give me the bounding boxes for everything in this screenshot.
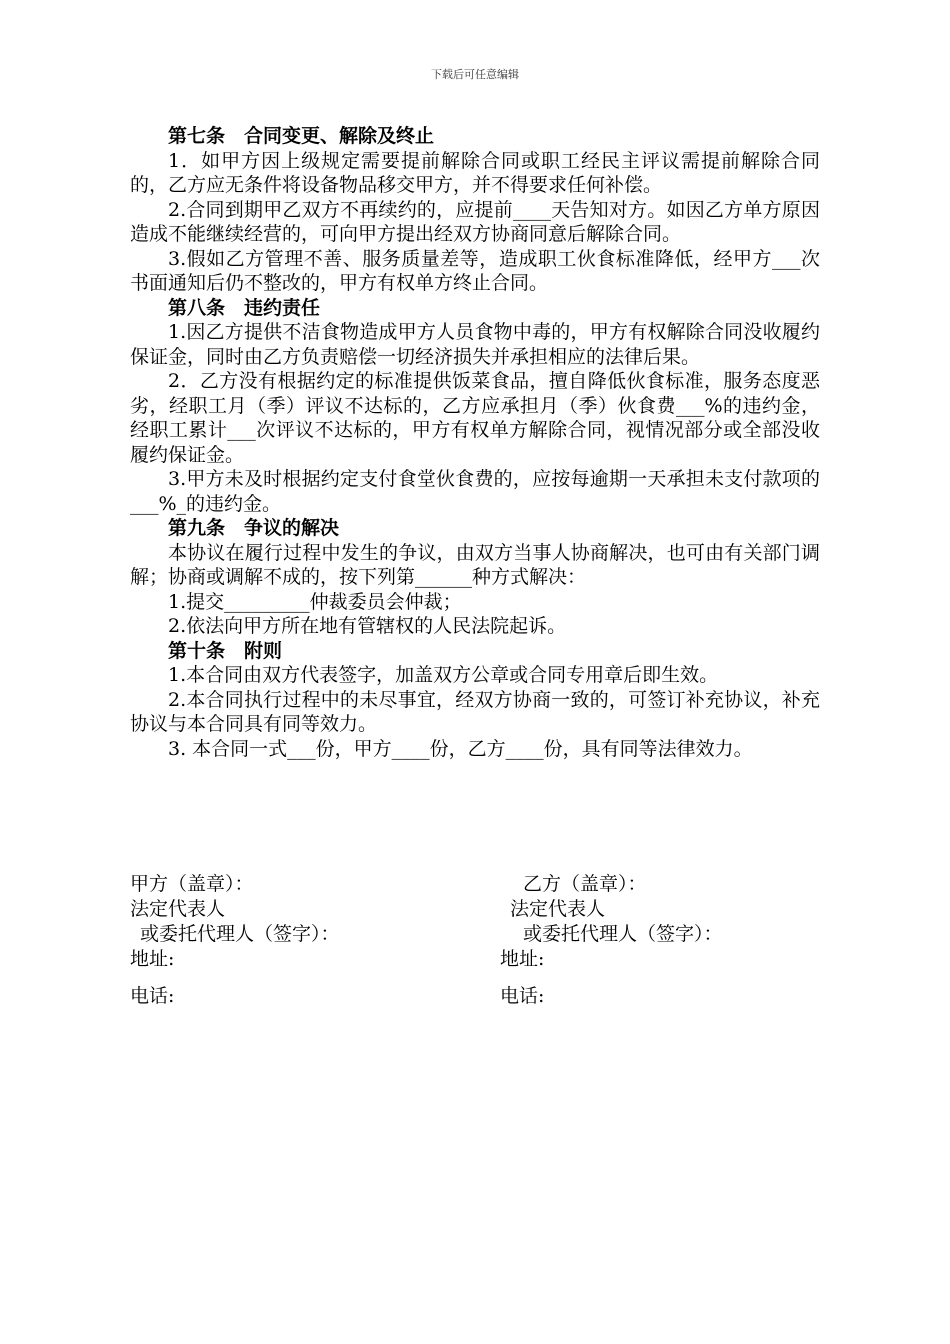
article-8-clause-3: 3.甲方未及时根据约定支付食堂伙食费的，应按每逾期一天承担未支付款项的___%_的违约金。 bbox=[130, 468, 820, 515]
article-7-clause-2: 2.合同到期甲乙双方不再续约的，应提前____天告知对方。如因乙方单方原因造成不能继续经营的，可向甲方提出经双方协商同意后解除合同。 bbox=[130, 198, 820, 245]
article-9-option-1: 1.提交_________仲裁委员会仲裁； bbox=[168, 590, 462, 613]
party-b-agent: 或委托代理人（签字）： bbox=[523, 923, 723, 945]
article-9-heading: 第九条 争议的解决 bbox=[168, 517, 340, 539]
article-9-option-2: 2.依法向甲方所在地有管辖权的人民法院起诉。 bbox=[168, 615, 567, 637]
article-10-clause-2: 2.本合同执行过程中的未尽事宜，经双方协商一致的，可签订补充协议，补充协议与本合同具有同等效力。 bbox=[130, 688, 820, 735]
article-8-clause-2: 2．乙方没有根据约定的标准提供饭菜食品，擅自降低伙食标准，服务态度恶劣，经职工月（季）评议不达标的，乙方应承担月（季）伙食费___%的违约金，经职工累计___次评议不达标的，甲方有权单方解除合同，视情况部分或全部没收履约保证金。 bbox=[130, 370, 820, 466]
article-7-clause-1: 1．如甲方因上级规定需要提前解除合同或职工经民主评议需提前解除合同的，乙方应无条件将设备物品移交甲方，并不得要求任何补偿。 bbox=[130, 149, 820, 196]
party-a-seal: 甲方（盖章）： bbox=[130, 873, 254, 895]
party-b-phone: 电话: bbox=[500, 985, 545, 1007]
article-10-clause-1: 1.本合同由双方代表签字，加盖双方公章或合同专用章后即生效。 bbox=[168, 664, 719, 686]
article-7-heading: 第七条 合同变更、解除及终止 bbox=[168, 125, 435, 147]
article-10-heading: 第十条 附则 bbox=[168, 639, 283, 662]
party-b-address: 地址: bbox=[500, 948, 545, 970]
article-7-clause-3: 3.假如乙方管理不善、服务质量差等，造成职工伙食标准降低，经甲方___次书面通知后仍不整改的，甲方有权单方终止合同。 bbox=[130, 247, 820, 294]
party-a-agent: 或委托代理人（签字）： bbox=[140, 923, 340, 945]
page-header-note: 下载后可任意编辑 bbox=[431, 68, 519, 81]
party-a-phone: 电话: bbox=[130, 985, 175, 1007]
contract-body bbox=[130, 124, 820, 761]
party-a-address: 地址: bbox=[130, 948, 175, 970]
party-a-representative: 法定代表人 bbox=[130, 898, 226, 920]
article-8-clause-1: 1.因乙方提供不洁食物造成甲方人员食物中毒的，甲方有权解除合同没收履约保证金，同时由乙方负责赔偿一切经济损失并承担相应的法律后果。 bbox=[130, 321, 820, 368]
party-b-representative: 法定代表人 bbox=[510, 898, 606, 920]
article-10-clause-3: 3. 本合同一式___份，甲方____份，乙方____份，具有同等法律效力。 bbox=[168, 737, 753, 760]
article-8-heading: 第八条 违约责任 bbox=[168, 296, 321, 319]
party-b-seal: 乙方（盖章）： bbox=[523, 873, 647, 895]
article-9-intro: 本协议在履行过程中发生的争议，由双方当事人协商解决，也可由有关部门调解；协商或调解不成的，按下列第______种方式解决： bbox=[130, 541, 820, 588]
